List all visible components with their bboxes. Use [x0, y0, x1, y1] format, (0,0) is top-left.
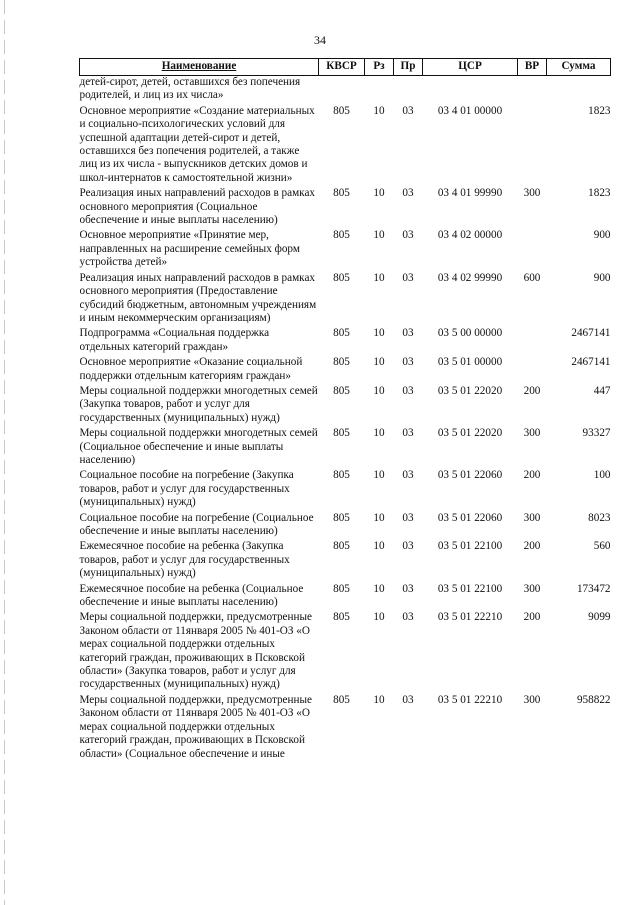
header-csr: ЦСР: [423, 59, 518, 76]
cell-rz: 10: [373, 384, 385, 397]
cell-vr: 300: [523, 187, 541, 200]
cell-name: Меры социальной поддержки, предусмотренные Законом области от 11января 2005 № 401-ОЗ «О мерах социальной поддержки отдельных категорий граждан, проживающих в Псковской области» (Социальное обеспечение и иные: [79, 693, 312, 760]
table-row: [80, 583, 611, 612]
cell-rz: 10: [373, 427, 385, 440]
cell-sum: 9099: [588, 611, 611, 624]
cell-kvsr: 805: [333, 229, 350, 242]
cell-sum: 2467141: [571, 327, 611, 340]
cell-sum: 8023: [588, 511, 611, 524]
cell-csr: 03 5 01 22020: [437, 384, 503, 397]
cell-pr: 03: [402, 104, 414, 117]
cell-sum: 447: [593, 384, 611, 397]
cell-name: Ежемесячное пособие на ребенка (Социальное обеспечение и иные выплаты населению): [79, 582, 304, 609]
cell-rz: 10: [373, 511, 385, 524]
cell-vr: 200: [523, 611, 541, 624]
cell-vr: 300: [523, 582, 541, 595]
cell-csr: 03 5 01 00000: [437, 356, 503, 369]
cell-sum: 900: [593, 271, 611, 284]
cell-rz: 10: [373, 611, 385, 624]
table-row: [80, 540, 611, 582]
cell-kvsr: 805: [333, 540, 350, 553]
header-name: Наименование: [80, 59, 319, 76]
cell-name: Меры социальной поддержки, предусмотренные Законом области от 11января 2005 № 401-ОЗ «О мерах социальной поддержки отдельных категорий граждан, проживающих в Псковской области» (Закупка товаров, работ и услуг для государственных (муниципальных) нужд): [79, 611, 312, 691]
cell-name: Меры социальной поддержки многодетных семей (Закупка товаров, работ и услуг для государственных (муниципальных) нужд): [79, 384, 318, 424]
scan-edge: [4, 0, 5, 905]
cell-csr: 03 5 01 22210: [437, 693, 503, 706]
cell-kvsr: 805: [333, 271, 350, 284]
cell-pr: 03: [402, 384, 414, 397]
cell-vr: 300: [523, 427, 541, 440]
cell-csr: 03 5 00 00000: [437, 327, 503, 340]
cell-vr: 300: [523, 511, 541, 524]
cell-csr: 03 5 01 22060: [437, 469, 503, 482]
table-row: [80, 385, 611, 427]
cell-vr: [518, 327, 547, 356]
cell-vr: 200: [523, 540, 541, 553]
cell-sum: 1823: [588, 187, 611, 200]
table-row: [80, 229, 611, 271]
table-header: [80, 59, 611, 76]
cell-kvsr: 805: [333, 511, 350, 524]
cell-name: Подпрограмма «Социальная поддержка отдельных категорий граждан»: [79, 327, 270, 353]
cell-rz: 10: [373, 693, 385, 706]
cell-kvsr: 805: [333, 327, 350, 340]
cell-csr: 03 5 01 22060: [437, 511, 503, 524]
cell-csr: 03 4 01 00000: [437, 104, 503, 117]
cell-kvsr: 805: [333, 611, 350, 624]
cell-name: Основное мероприятие «Создание материальных и социально-психологических условий для успешной адаптации детей-сирот и детей, оставшихся без попечения родителей, а также лиц из их числа - выпускников детских домов и школ-интернатов к самостоятельной жизни»: [79, 104, 315, 184]
cell-rz: 10: [373, 582, 385, 595]
cell-name: Социальное пособие на погребение (Социальное обеспечение и иные выплаты населению): [79, 511, 314, 537]
cell-sum: 2467141: [571, 356, 611, 369]
cell-kvsr: 805: [333, 187, 350, 200]
cell-name: Основное мероприятие «Принятие мер, направленных на расширение семейных форм устройства детей»: [79, 229, 300, 269]
cell-csr: 03 5 01 22020: [437, 427, 503, 440]
cell-pr: 03: [402, 187, 414, 200]
table-row: [80, 105, 611, 187]
header-rz: Рз: [365, 59, 394, 76]
table-row: [80, 469, 611, 511]
table-row: [80, 272, 611, 328]
cell-vr: [518, 105, 547, 187]
cell-pr: 03: [402, 582, 414, 595]
cell-vr: [518, 229, 547, 271]
cell-name: Реализация иных направлений расходов в рамках основного мероприятия (Предоставление субсидий бюджетным, автономным учреждениям и иным некоммерческим организациям): [79, 271, 317, 324]
table-row: [80, 694, 611, 763]
table-row: [80, 76, 611, 105]
cell-sum: 93327: [582, 427, 611, 440]
table-body: [80, 76, 611, 763]
cell-csr: 03 4 01 99990: [437, 187, 503, 200]
cell-rz: 10: [373, 104, 385, 117]
cell-pr: 03: [402, 540, 414, 553]
cell-rz: 10: [373, 540, 385, 553]
cell-name: Социальное пособие на погребение (Закупка товаров, работ и услуг для государственных (муниципальных) нужд): [79, 469, 294, 509]
cell-name: Основное мероприятие «Оказание социальной поддержки отдельным категориям граждан»: [79, 356, 303, 382]
cell-rz: 10: [373, 327, 385, 340]
cell-vr: 200: [523, 469, 541, 482]
cell-kvsr: 805: [333, 104, 350, 117]
cell-name: Ежемесячное пособие на ребенка (Закупка товаров, работ и услуг для государственных (муниципальных) нужд): [79, 540, 290, 580]
table-row: [80, 512, 611, 541]
cell-pr: 03: [402, 271, 414, 284]
cell-vr: [518, 356, 547, 385]
cell-pr: 03: [402, 229, 414, 242]
cell-rz: [365, 76, 394, 105]
cell-sum: 560: [593, 540, 611, 553]
cell-vr: 300: [523, 693, 541, 706]
cell-csr: 03 4 02 00000: [437, 229, 503, 242]
cell-vr: 200: [523, 384, 541, 397]
cell-kvsr: 805: [333, 384, 350, 397]
cell-sum: 1823: [588, 104, 611, 117]
cell-vr: 600: [523, 271, 541, 284]
table-row: [80, 427, 611, 469]
page-number: 34: [314, 33, 326, 47]
cell-pr: 03: [402, 693, 414, 706]
cell-name: детей-сирот, детей, оставшихся без попечения родителей, и лиц из их числа»: [79, 76, 301, 102]
cell-kvsr: 805: [333, 693, 350, 706]
cell-rz: 10: [373, 187, 385, 200]
cell-csr: 03 5 01 22210: [437, 611, 503, 624]
cell-kvsr: 805: [333, 469, 350, 482]
cell-pr: [394, 76, 423, 105]
table-row: [80, 187, 611, 229]
cell-name: Меры социальной поддержки многодетных семей (Социальное обеспечение и иные выплаты населению): [79, 427, 318, 466]
cell-pr: 03: [402, 427, 414, 440]
cell-sum: 173472: [576, 582, 611, 595]
cell-csr: 03 4 02 99990: [437, 271, 503, 284]
cell-sum: 100: [593, 469, 611, 482]
cell-rz: 10: [373, 229, 385, 242]
cell-name: Реализация иных направлений расходов в рамках основного мероприятия (Социальное обеспечение и иные выплаты населению): [79, 187, 316, 227]
cell-pr: 03: [402, 611, 414, 624]
header-kvsr: КВСР: [319, 59, 365, 76]
table-row: [80, 356, 611, 385]
cell-rz: 10: [373, 469, 385, 482]
cell-pr: 03: [402, 327, 414, 340]
cell-vr: [518, 76, 547, 105]
cell-csr: 03 5 01 22100: [437, 540, 503, 553]
header-vr: ВР: [518, 59, 547, 76]
cell-rz: 10: [373, 356, 385, 369]
cell-csr: 03 5 01 22100: [437, 582, 503, 595]
cell-pr: 03: [402, 469, 414, 482]
cell-rz: 10: [373, 271, 385, 284]
cell-kvsr: 805: [333, 582, 350, 595]
cell-sum: 900: [593, 229, 611, 242]
cell-kvsr: [319, 76, 365, 105]
table-row: [80, 611, 611, 693]
cell-kvsr: 805: [333, 427, 350, 440]
header-sum: Сумма: [547, 59, 611, 76]
cell-sum: [547, 76, 611, 105]
budget-table: [79, 58, 611, 763]
header-pr: Пр: [394, 59, 423, 76]
table-row: [80, 327, 611, 356]
cell-pr: 03: [402, 356, 414, 369]
cell-pr: 03: [402, 511, 414, 524]
cell-kvsr: 805: [333, 356, 350, 369]
cell-sum: 958822: [576, 693, 611, 706]
cell-csr: [423, 76, 518, 105]
